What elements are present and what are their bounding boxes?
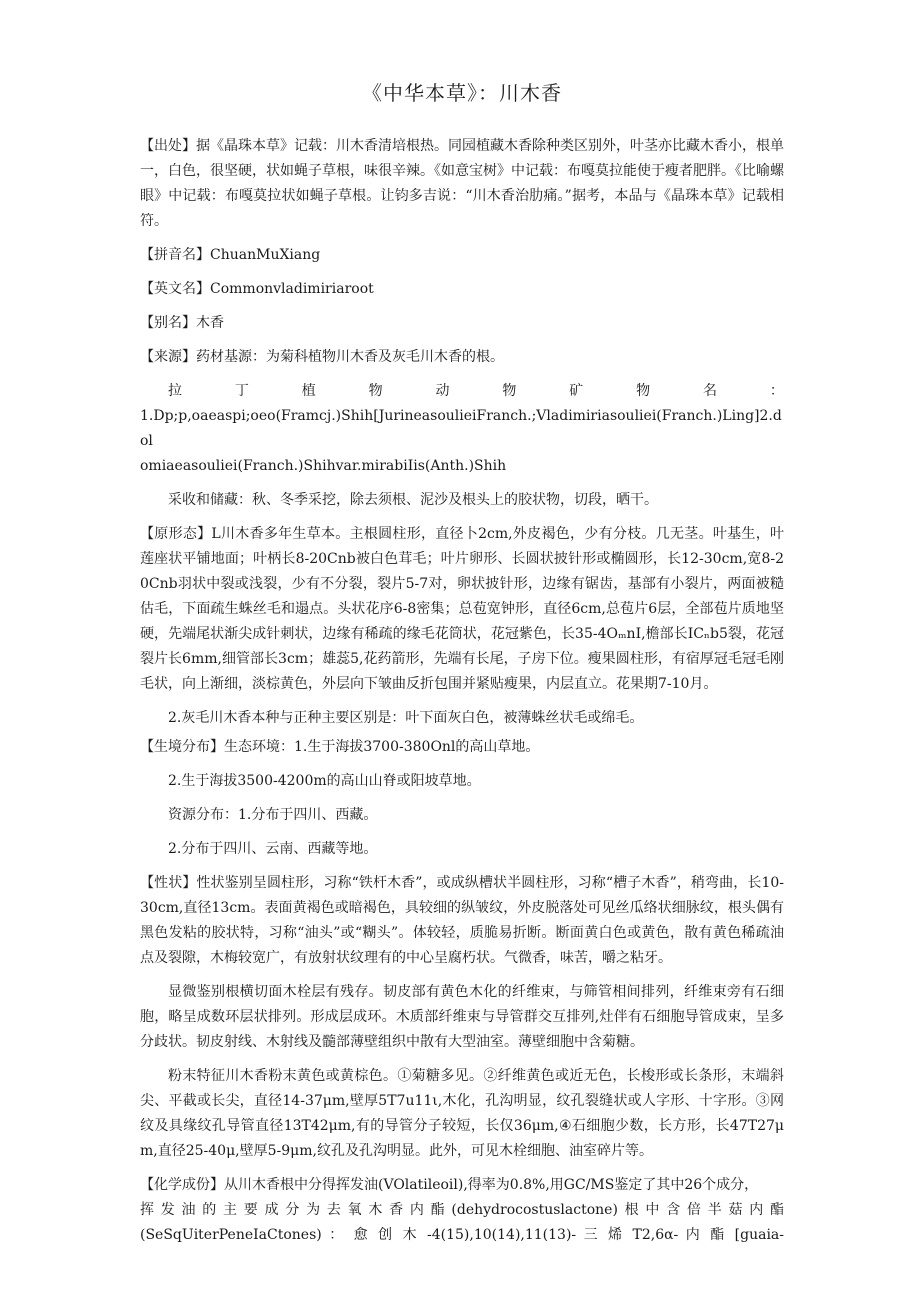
section-chemistry-line-1: 【化学成份】从川木香根中分得挥发油(VOlatileoil),得率为0.8%,用GC/MS鉴定了其中26个成分， bbox=[140, 1177, 759, 1193]
section-habitat: 【生境分布】生态环境：1.生于海拔3700-380Onl的高山草地。 bbox=[140, 739, 540, 755]
latin-label-char: 动 bbox=[435, 383, 450, 399]
section-chemistry-line-3: (SeSqUiterPeneIaCtones) ： 愈 创 木 -4(15),10(14),11(13)- 三 烯 T2,6α- 内 酯 [guaia- bbox=[140, 1227, 784, 1243]
section-distribution: 资源分布：1.分布于四川、西藏。 bbox=[168, 807, 378, 823]
latin-label-char: 物 bbox=[502, 383, 517, 399]
latin-label-char: 丁 bbox=[234, 383, 249, 399]
section-properties: 【性状】性状鉴别呈圆柱形，习称“铁杆木香”，或成纵槽状半圆柱形，习称“槽子木香”，稍弯曲，长10-30cm,直径13cm。表面黄褐色或暗褐色，具较细的纵皱纹，外皮脱落处可见丝瓜络状细脉纹，根头偶有黑色发粘的胶状特，习称“油头”或“糊头”。体较轻，质脆易折断。断面黄白色或黄色，散有黄色稀疏油点及裂隙，木梅较宽广，有放射状纹理有的中心呈腐朽状。气微香，味苦，嚼之粘牙。 bbox=[140, 875, 784, 966]
section-chemistry-line-2: 挥发油的主要成分为去氧木香内酯(dehydrocostuslactone)根中含倍半菇内酯 bbox=[140, 1202, 784, 1218]
page-title: 《中华本草》：川木香 bbox=[362, 81, 562, 105]
latin-label-char: ： bbox=[769, 383, 784, 399]
latin-label-char: 物 bbox=[368, 383, 383, 399]
latin-label-char: 名 bbox=[703, 383, 717, 399]
section-origin: 【来源】药材基源：为菊科植物川木香及灰毛川木香的根。 bbox=[140, 349, 504, 365]
section-pinyin: 【拼音名】ChuanMuXiang bbox=[140, 247, 321, 263]
section-english-name: 【英文名】Commonvladimiriaroot bbox=[140, 281, 374, 297]
section-morphology-variety: 2.灰毛川木香本种与正种主要区别是：叶下面灰白色，被薄蛛丝状毛或绵毛。 bbox=[168, 710, 644, 726]
section-source: 【出处】据《晶珠本草》记载：川木香清培根热。同园植藏木香除种类区别外，叶茎亦比藏木香小，根单一，白色，很坚硬，状如蝇子草根，味很辛辣。《如意宝树》中记载：布嘎莫拉能使于瘦者肥胖。《比喻螺眼》中记载：布嘎莫拉状如蝇子草根。让钧多吉说：“川木香治肋痛。”据考，本品与《晶珠本草》记载相符。 bbox=[140, 138, 784, 229]
latin-label-char: 拉 bbox=[168, 383, 182, 399]
latin-label-char: 植 bbox=[301, 383, 316, 399]
section-powder: 粉末特征川木香粉末黄色或黄棕色。①菊糖多见。②纤维黄色或近无色，长梭形或长条形，末端斜尖、平截或长尖，直径14-37μm,壁厚5T7u11ι,木化，孔沟明显，纹孔裂缝状或人字形、十字形。③网纹及具缘纹孔导管直径13T42μm,有的导管分子较短，长仅36μm,④石细胞少数，长方形，长47T27μm,直径25-40μ,壁厚5-9μm,纹孔及孔沟明显。此外，可见木栓细胞、油室碎片等。 bbox=[140, 1068, 784, 1159]
latin-label-char: 矿 bbox=[569, 383, 584, 399]
section-harvest: 采收和储藏：秋、冬季采挖，除去须根、泥沙及根头上的胶状物，切段，晒干。 bbox=[168, 492, 658, 508]
section-morphology: 【原形态】L川木香多年生草本。主根圆柱形，直径卜2cm,外皮褐色，少有分枝。几无茎。叶基生，叶莲座状平铺地面；叶柄长8-20Cnb被白色茸毛；叶片卵形、长圆状披针形或椭圆形，长12-30cm,宽8-20Cnb羽状中裂或浅裂，少有不分裂，裂片5-7对，卵状披针形，边缘有锯齿，基部有小裂片，两面被糙估毛，下面疏生蛛丝毛和遢点。头状花序6-8密集；总苞宽钟形，直径6cm,总苞片6层，全部苞片质地坚硬，先端尾状渐尖成针刺状，边缘有稀疏的缘毛花筒状，花冠紫色，长35-4OₘnI,檐部长ICₙb5裂，花冠裂片长6mm,细管部长3cm；雄蕊5,花药箭形，先端有长尾，子房下位。瘦果圆柱形，有宿厚冠毛冠毛刚毛状，向上渐细，淡棕黄色，外层向下皱曲反折包围并紧贴瘦果，内层直立。花果期7-10月。 bbox=[140, 526, 784, 692]
latin-names-line-2: omiaeasouliei(Franch.)Shihvar.mirabiIis(Anth.)Shih bbox=[140, 458, 507, 474]
section-distribution-2: 2.分布于四川、云南、西藏等地。 bbox=[168, 841, 378, 857]
latin-names-line-1: 1.Dp;p,oaeaspi;oeo(Framcj.)Shih[JurineasoulieiFranch.;Vladimiriasouliei(Franch.)Ling]2.dol bbox=[140, 408, 782, 449]
latin-name-label bbox=[140, 379, 784, 404]
document-page bbox=[140, 78, 784, 1248]
section-alias: 【别名】木香 bbox=[140, 315, 224, 331]
latin-label-char: 物 bbox=[636, 383, 651, 399]
section-microscopy: 显微鉴别根横切面木栓层有残存。韧皮部有黄色木化的纤维束，与筛管相间排列，纤维束旁有石细胞，略呈成数环层状排列。形成层成环。木质部纤维束与导管群交互排列,灶伴有石细胞导管成束，呈多分歧状。韧皮射线、木射线及髓部薄壁组织中散有大型油室。薄壁细胞中含菊糖。 bbox=[140, 984, 784, 1050]
section-habitat-2: 2.生于海拔3500-4200m的高山山脊或阳坡草地。 bbox=[168, 773, 481, 789]
